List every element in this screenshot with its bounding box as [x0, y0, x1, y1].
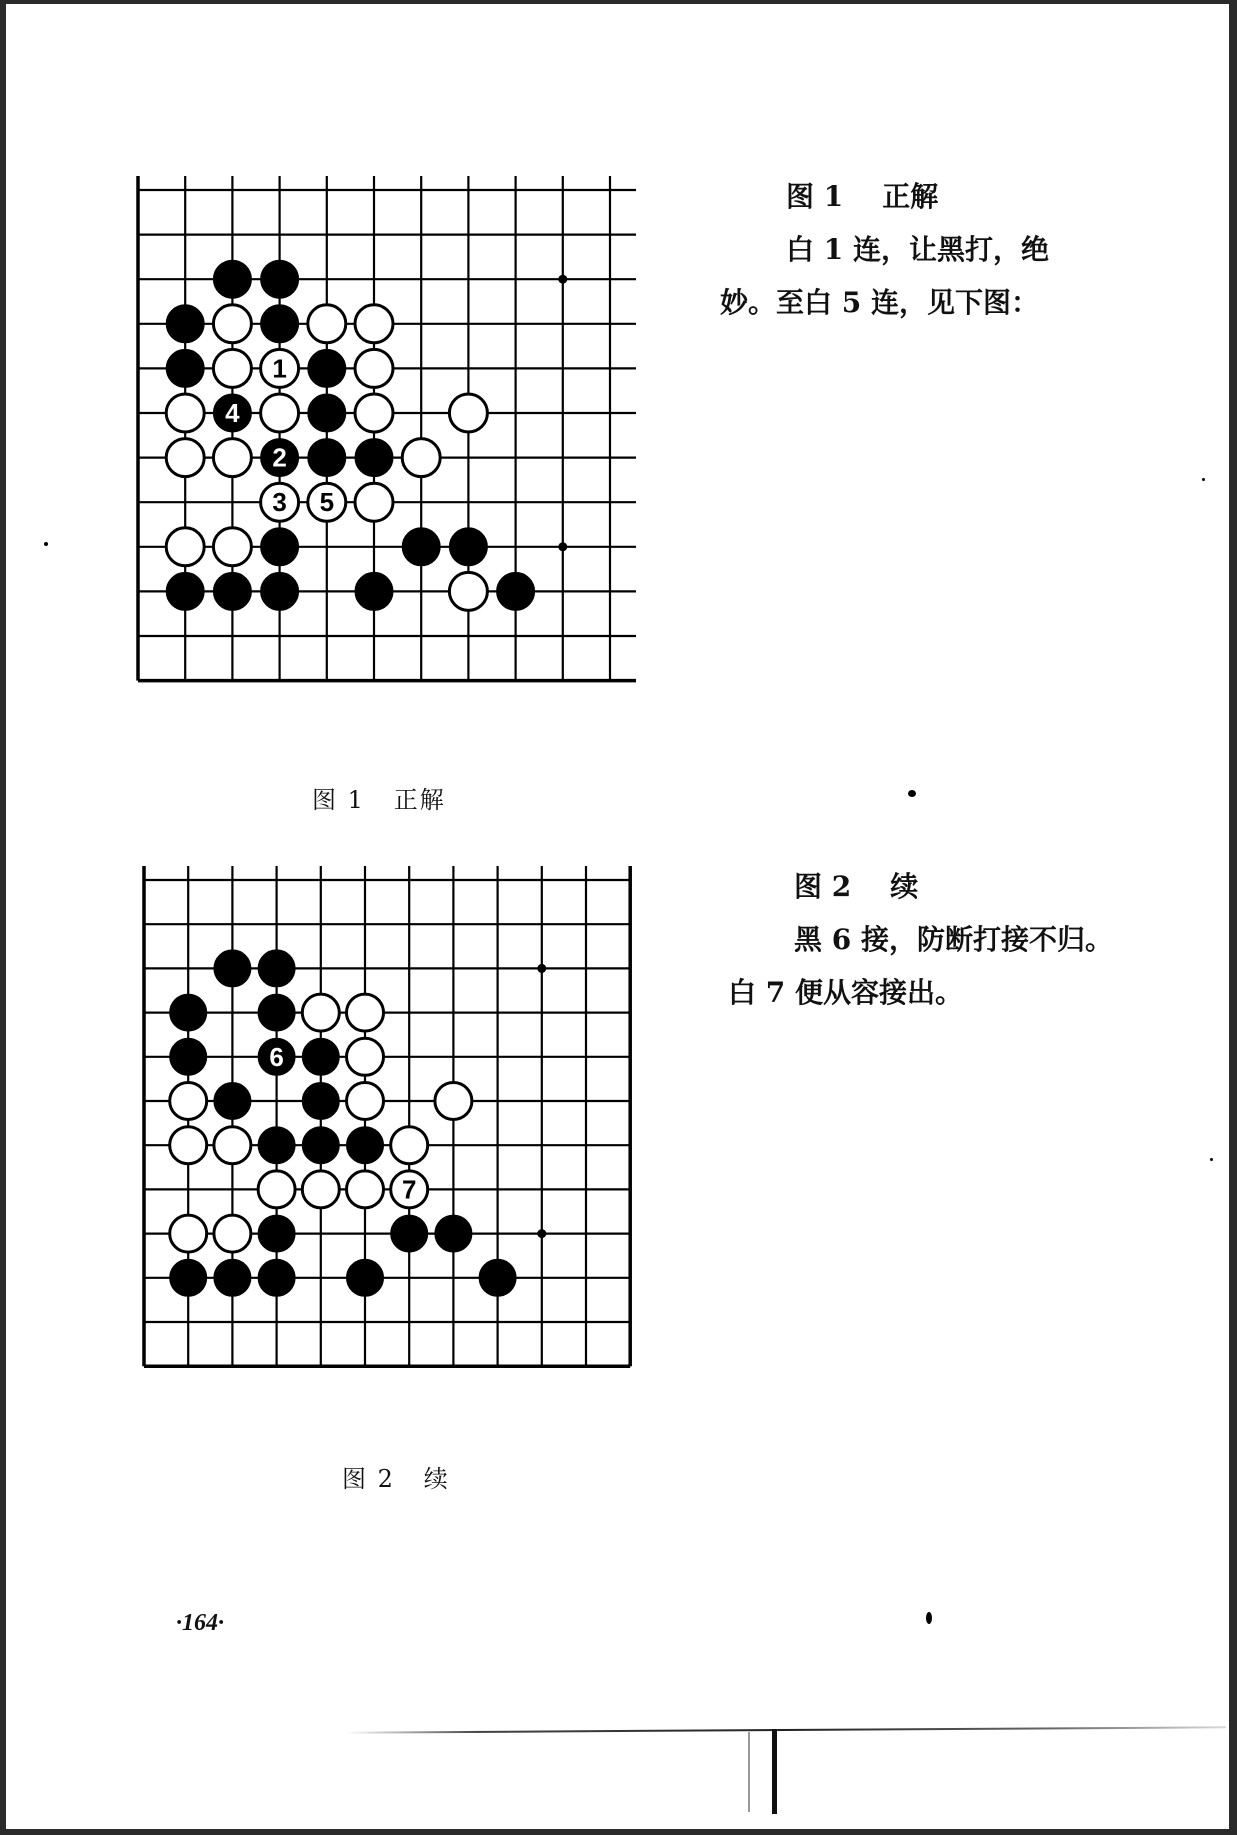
black-stone [497, 572, 535, 610]
white-stone [347, 1038, 384, 1075]
black-stone [261, 260, 299, 298]
white-stone [261, 349, 299, 387]
white-stone [347, 1083, 384, 1120]
white-stone [170, 1127, 207, 1164]
black-stone [347, 1127, 384, 1164]
white-stone [347, 1171, 384, 1208]
move-number-label: 5 [319, 487, 335, 518]
black-stone [258, 950, 295, 987]
star-point [537, 1229, 546, 1238]
white-stone [261, 483, 299, 521]
black-stone [166, 572, 204, 610]
white-stone [302, 1171, 339, 1208]
white-stone [355, 483, 393, 521]
black-stone [166, 349, 204, 387]
star-point [558, 275, 567, 284]
go-board-figure-2 [130, 866, 638, 1372]
white-stone [449, 394, 487, 432]
star-point [558, 542, 567, 551]
figure-1-commentary [720, 170, 1100, 329]
white-stone [355, 349, 393, 387]
figure-2-side-text: 黑 6 接，防断打接不归。白 7 便从容接出。 [728, 923, 1113, 1009]
scan-speck [44, 542, 48, 546]
black-stone [391, 1215, 428, 1252]
go-board-figure-1 [124, 176, 640, 687]
black-stone [213, 572, 251, 610]
figure-1-side-text: 白 1 连，让黑打，绝妙。至白 5 连，见下图： [720, 233, 1049, 319]
black-stone [355, 439, 393, 477]
black-stone [302, 1127, 339, 1164]
book-page [6, 4, 1229, 1829]
black-stone [258, 994, 295, 1031]
black-stone [261, 439, 299, 477]
white-stone [402, 439, 440, 477]
figure-2-caption: 图 2 续 [342, 1465, 450, 1493]
scan-binding-mark [772, 1729, 777, 1814]
black-stone [213, 394, 251, 432]
white-stone [308, 305, 346, 343]
white-stone [213, 528, 251, 566]
white-stone [347, 994, 384, 1031]
black-stone [213, 260, 251, 298]
black-stone [258, 1127, 295, 1164]
black-stone [166, 305, 204, 343]
white-stone [355, 305, 393, 343]
white-stone [213, 305, 251, 343]
white-stone [308, 483, 346, 521]
black-stone [302, 1083, 339, 1120]
black-stone [308, 349, 346, 387]
move-number-label: 3 [272, 487, 287, 518]
black-stone [258, 1215, 295, 1252]
black-stone [347, 1259, 384, 1296]
white-stone [170, 1215, 207, 1252]
scan-footer-line [346, 1726, 1226, 1733]
black-stone [214, 1259, 251, 1296]
white-stone [214, 1215, 251, 1252]
move-number-label: 4 [225, 398, 240, 428]
black-stone [479, 1259, 516, 1296]
white-stone [166, 394, 204, 432]
black-stone [170, 1259, 207, 1296]
move-number-label: 2 [272, 442, 287, 473]
white-stone [214, 1127, 251, 1164]
white-stone [258, 1171, 295, 1208]
star-point [537, 964, 546, 973]
scan-speck [926, 1612, 932, 1624]
move-number-label: 7 [401, 1174, 417, 1205]
figure-2-commentary [728, 860, 1118, 1019]
figure-1-side-title: 图 1 正解 [786, 180, 939, 213]
black-stone [435, 1215, 472, 1252]
white-stone [213, 439, 251, 477]
white-stone [391, 1171, 428, 1208]
white-stone [166, 528, 204, 566]
black-stone [261, 305, 299, 343]
white-stone [449, 572, 487, 610]
scan-binding-mark-faint [748, 1732, 750, 1812]
black-stone [449, 528, 487, 566]
white-stone [170, 1083, 207, 1120]
black-stone [308, 394, 346, 432]
black-stone [402, 528, 440, 566]
white-stone [302, 994, 339, 1031]
white-stone [355, 394, 393, 432]
white-stone [261, 394, 299, 432]
black-stone [308, 439, 346, 477]
black-stone [170, 994, 207, 1031]
black-stone [302, 1038, 339, 1075]
black-stone [261, 572, 299, 610]
move-number-label: 6 [269, 1041, 284, 1072]
white-stone [213, 349, 251, 387]
white-stone [391, 1127, 428, 1164]
black-stone [261, 528, 299, 566]
black-stone [170, 1038, 207, 1075]
black-stone [214, 1083, 251, 1120]
black-stone [214, 950, 251, 987]
black-stone [258, 1038, 295, 1075]
figure-2-side-title: 图 2 续 [794, 870, 919, 903]
move-number-label: 1 [272, 353, 287, 384]
white-stone [166, 439, 204, 477]
scan-speck [908, 790, 916, 797]
scan-speck [1210, 1158, 1213, 1161]
figure-1-caption: 图 1 正解 [312, 786, 446, 814]
scan-speck [1202, 478, 1205, 481]
black-stone [258, 1259, 295, 1296]
page-number: ·164· [176, 1610, 224, 1636]
white-stone [435, 1083, 472, 1120]
black-stone [355, 572, 393, 610]
